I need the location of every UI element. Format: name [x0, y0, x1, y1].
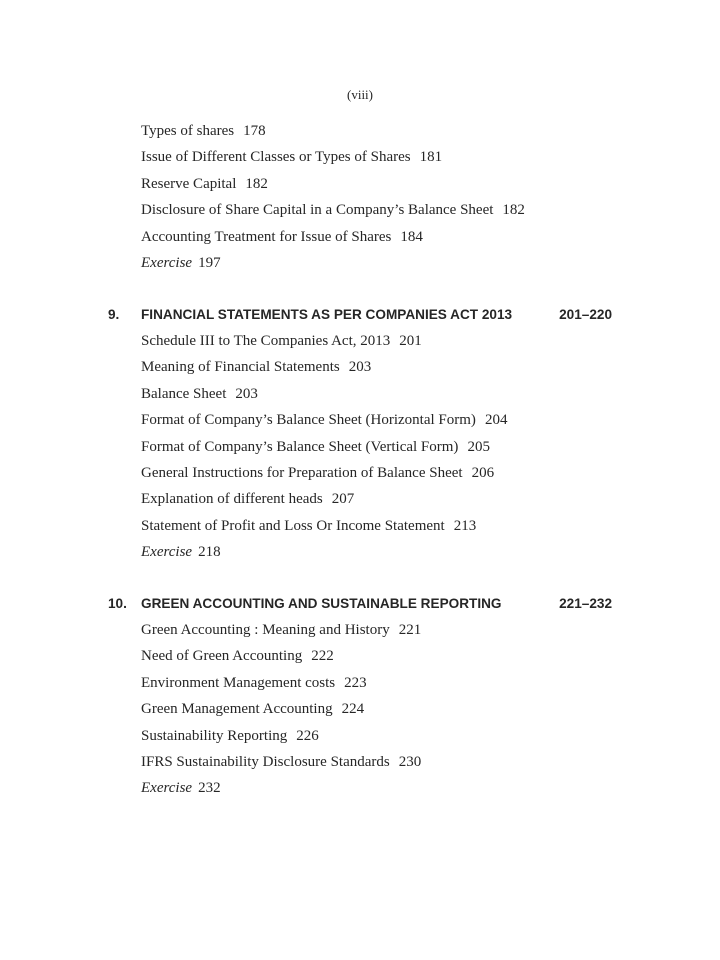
toc-entry-page: 224 — [341, 701, 365, 718]
toc-entry[interactable] — [141, 197, 621, 223]
chapter-page-range: 221–232 — [559, 596, 612, 611]
chapter-page-range: 201–220 — [559, 307, 612, 322]
toc-entry-title: Meaning of Financial Statements — [141, 359, 340, 376]
chapter-10-heading[interactable] — [108, 594, 612, 614]
toc-entry-page: 181 — [419, 149, 443, 166]
toc-entry[interactable] — [141, 224, 621, 250]
toc-entry-page: 178 — [243, 123, 266, 139]
toc-entry-title: Schedule III to The Companies Act, 2013 — [141, 333, 391, 349]
toc-entry-page: 207 — [331, 491, 355, 508]
toc-entry[interactable] — [141, 749, 621, 775]
toc-entry-title: Balance Sheet — [141, 385, 227, 402]
toc-entry[interactable] — [141, 434, 621, 460]
toc-exercise-entry[interactable] — [141, 539, 621, 565]
toc-exercise-entry[interactable] — [141, 775, 621, 801]
toc-entry-page: 223 — [344, 674, 367, 691]
toc-entry-title: Statement of Profit and Loss Or Income Statement — [141, 517, 445, 534]
toc-entry-page: 205 — [467, 438, 490, 455]
toc-entry[interactable] — [141, 670, 621, 696]
toc-entry-page: 222 — [311, 648, 334, 665]
toc-entry-page: 203 — [348, 359, 372, 376]
toc-entry-title: Format of Company’s Balance Sheet (Horizontal Form) — [141, 412, 476, 429]
toc-entry-page: 226 — [296, 727, 319, 744]
toc-entry-page: 232 — [198, 780, 221, 797]
toc-entry-title: Need of Green Accounting — [141, 648, 303, 665]
toc-entry-page: 182 — [502, 202, 525, 219]
toc-entry[interactable] — [141, 460, 621, 486]
toc-entry-title: Types of shares — [141, 123, 235, 139]
toc-entry[interactable] — [141, 723, 621, 749]
toc-entry[interactable] — [141, 144, 621, 170]
toc-entry[interactable] — [141, 513, 621, 539]
toc-entry-page: 218 — [198, 544, 221, 561]
toc-entry-title: Green Management Accounting — [141, 701, 333, 718]
toc-entry-page: 197 — [198, 254, 221, 271]
toc-entry[interactable] — [141, 486, 621, 512]
toc-entry-page: 184 — [400, 228, 423, 245]
toc-exercise-label: Exercise — [141, 254, 193, 271]
toc-entry-title: Issue of Different Classes or Types of Shares — [141, 149, 411, 166]
toc-exercise-label: Exercise — [141, 544, 193, 561]
chapter-number: 10. — [108, 596, 127, 611]
page-number: (viii) — [347, 87, 373, 102]
toc-entry[interactable] — [141, 118, 621, 144]
toc-entry[interactable] — [141, 643, 621, 669]
toc-exercise-entry[interactable] — [141, 250, 621, 276]
toc-entry-title: General Instructions for Preparation of Balance Sheet — [141, 464, 463, 481]
toc-entry[interactable] — [141, 696, 621, 722]
toc-entry-title: Disclosure of Share Capital in a Company’s Balance Sheet — [141, 202, 494, 219]
chapter-9-entries — [141, 328, 621, 566]
chapter-number: 9. — [108, 307, 120, 322]
toc-entry-title: Reserve Capital — [141, 175, 237, 192]
toc-entry-page: 203 — [235, 385, 258, 402]
toc-entry-page: 204 — [484, 412, 508, 429]
toc-entry-title: Format of Company’s Balance Sheet (Vertical Form) — [141, 438, 459, 455]
chapter-9-heading[interactable] — [108, 305, 612, 325]
toc-entry-title: Environment Management costs — [141, 674, 336, 691]
toc-entry-title: Green Accounting : Meaning and History — [141, 622, 390, 638]
chapter-title: GREEN ACCOUNTING AND SUSTAINABLE REPORTING — [141, 596, 502, 611]
toc-entry-page: 182 — [245, 175, 268, 192]
toc-entry-title: IFRS Sustainability Disclosure Standards — [141, 753, 390, 770]
toc-entry-title: Accounting Treatment for Issue of Shares — [141, 228, 392, 245]
chapter-title: FINANCIAL STATEMENTS AS PER COMPANIES ACT 2013 — [141, 307, 513, 322]
toc-entry[interactable] — [141, 407, 621, 433]
toc-entry[interactable] — [141, 617, 621, 643]
toc-entry-title: Sustainability Reporting — [141, 727, 288, 744]
toc-entry[interactable] — [141, 381, 621, 407]
chapter-10-entries — [141, 617, 621, 802]
toc-entry-page: 201 — [399, 333, 422, 349]
toc-entry[interactable] — [141, 171, 621, 197]
toc-entry-page: 213 — [453, 517, 477, 534]
toc-entry[interactable] — [141, 354, 621, 380]
toc-entry-page: 230 — [398, 753, 422, 770]
toc-entry-title: Explanation of different heads — [141, 491, 323, 508]
toc-entry[interactable] — [141, 328, 621, 354]
toc-exercise-label: Exercise — [141, 780, 193, 797]
continued-section — [141, 118, 621, 276]
toc-entry-page: 221 — [398, 622, 422, 638]
toc-entry-page: 206 — [471, 464, 495, 481]
